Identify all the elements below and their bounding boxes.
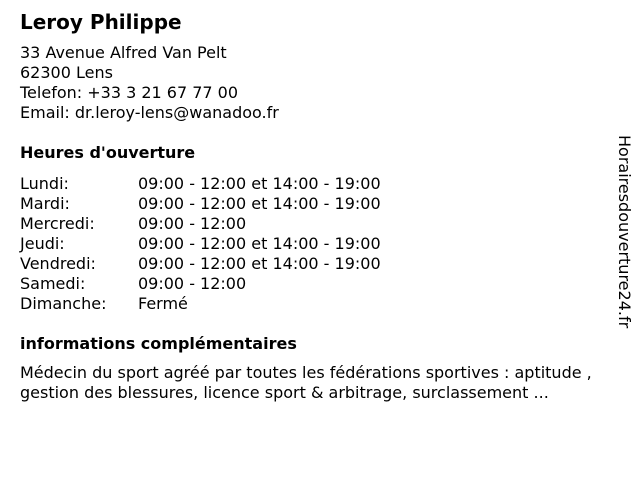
street-address: 33 Avenue Alfred Van Pelt xyxy=(20,43,227,62)
additional-info-title: informations complémentaires xyxy=(20,334,297,353)
time-range: 09:00 - 12:00 et 14:00 - 19:00 xyxy=(138,194,381,213)
time-range: 09:00 - 12:00 et 14:00 - 19:00 xyxy=(138,174,381,193)
hours-row-monday xyxy=(20,174,632,194)
time-range: 09:00 - 12:00 et 14:00 - 19:00 xyxy=(138,254,381,273)
hours-row-wednesday xyxy=(20,214,632,234)
time-range: 09:00 - 12:00 et 14:00 - 19:00 xyxy=(138,234,381,253)
opening-hours-table xyxy=(20,174,632,314)
hours-row-tuesday xyxy=(20,194,632,214)
city-address: 62300 Lens xyxy=(20,63,113,82)
time-range: 09:00 - 12:00 xyxy=(138,214,247,233)
day-label: Vendredi: xyxy=(20,254,96,273)
hours-row-thursday xyxy=(20,234,632,254)
hours-row-saturday xyxy=(20,274,632,294)
hours-row-sunday xyxy=(20,294,632,314)
day-label: Dimanche: xyxy=(20,294,107,313)
practitioner-name: Leroy Philippe xyxy=(20,10,182,34)
site-watermark: Horairesdouverture24.fr xyxy=(615,135,634,329)
phone-number: Telefon: +33 3 21 67 77 00 xyxy=(20,83,239,102)
address-block xyxy=(20,43,632,123)
practitioner-card xyxy=(20,8,632,403)
additional-info-text: Médecin du sport agréé par toutes les fédérations sportives : aptitude , gestion des blessures, licence sport & arbitrage, surclassement ... xyxy=(20,363,592,402)
day-label: Jeudi: xyxy=(20,234,65,253)
day-label: Samedi: xyxy=(20,274,86,293)
day-label: Lundi: xyxy=(20,174,69,193)
opening-hours-title: Heures d'ouverture xyxy=(20,143,196,162)
day-label: Mercredi: xyxy=(20,214,95,233)
time-range: 09:00 - 12:00 xyxy=(138,274,247,293)
day-label: Mardi: xyxy=(20,194,70,213)
time-range: Fermé xyxy=(138,294,188,313)
hours-row-friday xyxy=(20,254,632,274)
email-address: Email: dr.leroy-lens@wanadoo.fr xyxy=(20,103,279,122)
